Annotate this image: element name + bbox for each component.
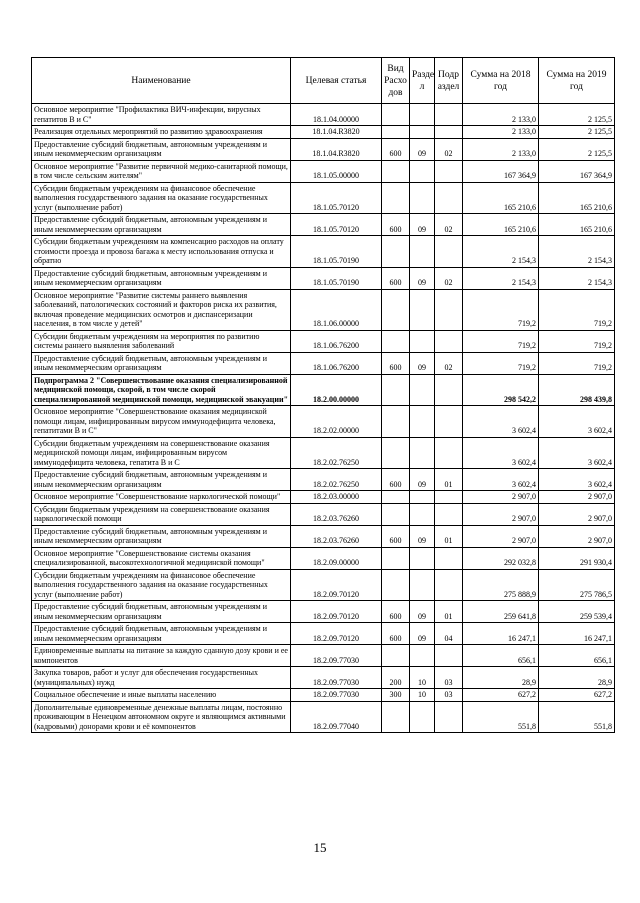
- row-sum-2018: 165 210,6: [463, 214, 539, 236]
- row-section: 09: [410, 601, 435, 623]
- row-name: Основное мероприятие "Развитие первичной медико-санитарной помощи, в том числе сельским жителям": [32, 160, 291, 182]
- header-section: Разде л: [410, 58, 435, 104]
- row-section: [410, 503, 435, 525]
- row-name: Единовременные выплаты на питание за каждую сданную дозу крови и ее компонентов: [32, 645, 291, 667]
- row-section: 09: [410, 267, 435, 289]
- table-row: [32, 330, 615, 352]
- row-section: 09: [410, 352, 435, 374]
- row-sum-2019: 2 125,5: [539, 126, 615, 139]
- row-sum-2019: 551,8: [539, 701, 615, 733]
- row-sum-2018: 298 542,2: [463, 374, 539, 406]
- row-expense-type: [382, 374, 410, 406]
- row-subsection: 03: [435, 689, 463, 702]
- table-row: [32, 667, 615, 689]
- table-row: [32, 701, 615, 733]
- row-code: 18.1.05.70190: [291, 236, 382, 268]
- row-sum-2018: 656,1: [463, 645, 539, 667]
- row-expense-type: [382, 437, 410, 469]
- table-row: [32, 437, 615, 469]
- row-sum-2018: 28,9: [463, 667, 539, 689]
- table-row: [32, 525, 615, 547]
- row-subsection: [435, 491, 463, 504]
- row-expense-type: 600: [382, 267, 410, 289]
- row-expense-type: 600: [382, 525, 410, 547]
- row-section: [410, 547, 435, 569]
- table-row: [32, 374, 615, 406]
- row-code: 18.2.03.00000: [291, 491, 382, 504]
- row-section: [410, 491, 435, 504]
- row-code: 18.2.09.70120: [291, 569, 382, 601]
- row-sum-2018: 259 641,8: [463, 601, 539, 623]
- row-sum-2019: 298 439,8: [539, 374, 615, 406]
- row-expense-type: 600: [382, 623, 410, 645]
- table-row: [32, 645, 615, 667]
- table-row: [32, 547, 615, 569]
- row-sum-2019: 2 154,3: [539, 236, 615, 268]
- row-section: [410, 701, 435, 733]
- row-code: 18.1.06.76200: [291, 330, 382, 352]
- row-code: 18.2.09.70120: [291, 601, 382, 623]
- row-section: [410, 126, 435, 139]
- row-sum-2018: 719,2: [463, 352, 539, 374]
- row-section: [410, 374, 435, 406]
- row-name: Предоставление субсидий бюджетным, автономным учреждениям и иным некоммерческим организациям: [32, 469, 291, 491]
- header-row: [32, 58, 615, 104]
- row-name: Предоставление субсидий бюджетным, автономным учреждениям и иным некоммерческим организациям: [32, 601, 291, 623]
- row-sum-2018: 2 154,3: [463, 267, 539, 289]
- row-sum-2019: 275 786,5: [539, 569, 615, 601]
- row-name: Предоставление субсидий бюджетным, автономным учреждениям и иным некоммерческим организациям: [32, 352, 291, 374]
- header-name: Наименование: [32, 58, 291, 104]
- row-sum-2018: 16 247,1: [463, 623, 539, 645]
- row-name: Предоставление субсидий бюджетным, автономным учреждениям и иным некоммерческим организациям: [32, 623, 291, 645]
- row-subsection: [435, 503, 463, 525]
- row-subsection: 01: [435, 469, 463, 491]
- row-sum-2018: 719,2: [463, 330, 539, 352]
- row-code: 18.1.05.70190: [291, 267, 382, 289]
- row-name: Субсидии бюджетным учреждениям на компенсацию расходов на оплату стоимости проезда и провоза багажа к месту использования отпуска и обратно: [32, 236, 291, 268]
- row-expense-type: 200: [382, 667, 410, 689]
- row-section: [410, 645, 435, 667]
- row-code: 18.2.00.00000: [291, 374, 382, 406]
- row-sum-2018: 275 888,9: [463, 569, 539, 601]
- row-sum-2018: 167 364,9: [463, 160, 539, 182]
- row-expense-type: [382, 569, 410, 601]
- row-name: Основное мероприятие "Профилактика ВИЧ-инфекции, вирусных гепатитов В и С": [32, 104, 291, 126]
- row-section: [410, 289, 435, 330]
- row-subsection: 04: [435, 623, 463, 645]
- row-code: 18.2.03.76260: [291, 525, 382, 547]
- row-sum-2019: 2 125,5: [539, 104, 615, 126]
- row-expense-type: [382, 160, 410, 182]
- row-code: 18.1.05.00000: [291, 160, 382, 182]
- row-code: 18.1.04.R3820: [291, 138, 382, 160]
- row-section: [410, 104, 435, 126]
- row-name: Предоставление субсидий бюджетным, автономным учреждениям и иным некоммерческим организациям: [32, 214, 291, 236]
- row-name: Предоставление субсидий бюджетным, автономным учреждениям и иным некоммерческим организациям: [32, 138, 291, 160]
- header-subsection: Подр аздел: [435, 58, 463, 104]
- row-name: Субсидии бюджетным учреждениям на финансовое обеспечение выполнения государственного задания на оказание государственных услуг (выполнение работ): [32, 569, 291, 601]
- row-name: Закупка товаров, работ и услуг для обеспечения государственных (муниципальных) нужд: [32, 667, 291, 689]
- row-name: Предоставление субсидий бюджетным, автономным учреждениям и иным некоммерческим организациям: [32, 525, 291, 547]
- row-expense-type: [382, 236, 410, 268]
- row-subsection: 02: [435, 214, 463, 236]
- table-row: [32, 491, 615, 504]
- row-section: [410, 330, 435, 352]
- row-sum-2018: 2 907,0: [463, 491, 539, 504]
- table-row: [32, 469, 615, 491]
- row-subsection: 02: [435, 138, 463, 160]
- row-sum-2018: 292 032,8: [463, 547, 539, 569]
- row-subsection: 01: [435, 601, 463, 623]
- row-name: Основное мероприятие "Совершенствование оказания медицинской помощи лицам, инфицированным вирусом иммунодефицита человека, гепатитами В и С": [32, 406, 291, 438]
- table-row: [32, 689, 615, 702]
- row-subsection: [435, 104, 463, 126]
- row-code: 18.2.09.77040: [291, 701, 382, 733]
- row-name: Предоставление субсидий бюджетным, автономным учреждениям и иным некоммерческим организациям: [32, 267, 291, 289]
- row-name: Субсидии бюджетным учреждениям на совершенствование оказания медицинской помощи лицам, инфицированным вирусом иммунодефицита человека, гепатита В и С: [32, 437, 291, 469]
- row-subsection: 02: [435, 352, 463, 374]
- row-sum-2019: 167 364,9: [539, 160, 615, 182]
- table-row: [32, 623, 615, 645]
- row-sum-2019: 2 907,0: [539, 525, 615, 547]
- row-name: Основное мероприятие "Развитие системы раннего выявления заболеваний, патологических состояний и факторов риска их развития, включая проведение медицинских осмотров и диспансеризации населения, в том числе у детей": [32, 289, 291, 330]
- row-code: 18.2.09.70120: [291, 623, 382, 645]
- row-sum-2019: 2 154,3: [539, 267, 615, 289]
- row-sum-2019: 291 930,4: [539, 547, 615, 569]
- row-subsection: [435, 701, 463, 733]
- table-row: [32, 352, 615, 374]
- table-row: [32, 406, 615, 438]
- row-sum-2019: 3 602,4: [539, 406, 615, 438]
- row-name: Основное мероприятие "Совершенствование наркологической помощи": [32, 491, 291, 504]
- row-sum-2019: 719,2: [539, 289, 615, 330]
- table-row: [32, 236, 615, 268]
- table-row: [32, 160, 615, 182]
- row-sum-2019: 2 907,0: [539, 491, 615, 504]
- row-expense-type: [382, 289, 410, 330]
- row-sum-2018: 2 133,0: [463, 104, 539, 126]
- row-sum-2019: 16 247,1: [539, 623, 615, 645]
- row-section: 09: [410, 138, 435, 160]
- row-subsection: [435, 374, 463, 406]
- row-section: [410, 406, 435, 438]
- row-sum-2019: 2 907,0: [539, 503, 615, 525]
- row-name: Субсидии бюджетным учреждениям на финансовое обеспечение выполнения государственного задания на оказание государственных услуг (выполнение работ): [32, 182, 291, 214]
- table-row: [32, 138, 615, 160]
- row-sum-2018: 2 907,0: [463, 503, 539, 525]
- row-code: 18.1.05.70120: [291, 182, 382, 214]
- row-code: 18.2.09.77030: [291, 667, 382, 689]
- table-row: [32, 126, 615, 139]
- row-expense-type: [382, 330, 410, 352]
- row-sum-2018: 551,8: [463, 701, 539, 733]
- table-row: [32, 104, 615, 126]
- row-expense-type: [382, 126, 410, 139]
- row-subsection: [435, 406, 463, 438]
- row-expense-type: [382, 645, 410, 667]
- header-type: Вид Расхо дов: [382, 58, 410, 104]
- table-row: [32, 214, 615, 236]
- row-code: 18.2.09.77030: [291, 689, 382, 702]
- row-section: [410, 569, 435, 601]
- row-sum-2019: 2 125,5: [539, 138, 615, 160]
- row-subsection: [435, 645, 463, 667]
- row-code: 18.2.03.76260: [291, 503, 382, 525]
- table-row: [32, 503, 615, 525]
- row-name: Дополнительные единовременные денежные выплаты лицам, постоянно проживающим в Ненецком автономном округе и являющимся активными (кадровыми) донорами крови и её компонентов: [32, 701, 291, 733]
- table-row: [32, 182, 615, 214]
- row-code: 18.2.02.76250: [291, 437, 382, 469]
- row-expense-type: [382, 406, 410, 438]
- row-expense-type: 300: [382, 689, 410, 702]
- row-sum-2018: 2 907,0: [463, 525, 539, 547]
- row-section: 10: [410, 667, 435, 689]
- row-subsection: [435, 330, 463, 352]
- row-section: 09: [410, 623, 435, 645]
- row-subsection: [435, 547, 463, 569]
- row-subsection: [435, 289, 463, 330]
- row-name: Социальное обеспечение и иные выплаты населению: [32, 689, 291, 702]
- row-section: 09: [410, 469, 435, 491]
- header-code: Целевая статья: [291, 58, 382, 104]
- row-subsection: 01: [435, 525, 463, 547]
- table-row: [32, 267, 615, 289]
- row-sum-2018: 3 602,4: [463, 437, 539, 469]
- row-expense-type: 600: [382, 214, 410, 236]
- row-code: 18.2.02.00000: [291, 406, 382, 438]
- row-subsection: 02: [435, 267, 463, 289]
- row-section: [410, 437, 435, 469]
- row-name: Реализация отдельных мероприятий по развитию здравоохранения: [32, 126, 291, 139]
- row-code: 18.2.09.77030: [291, 645, 382, 667]
- row-code: 18.1.06.00000: [291, 289, 382, 330]
- table-row: [32, 569, 615, 601]
- row-sum-2019: 259 539,4: [539, 601, 615, 623]
- row-section: [410, 160, 435, 182]
- row-section: 09: [410, 214, 435, 236]
- row-sum-2019: 165 210,6: [539, 182, 615, 214]
- row-subsection: [435, 236, 463, 268]
- row-expense-type: 600: [382, 138, 410, 160]
- row-name: Основное мероприятие "Совершенствование системы оказания специализированной, высокотехнологичной медицинской помощи": [32, 547, 291, 569]
- row-expense-type: [382, 503, 410, 525]
- row-sum-2018: 2 154,3: [463, 236, 539, 268]
- row-sum-2018: 627,2: [463, 689, 539, 702]
- row-subsection: [435, 182, 463, 214]
- row-code: 18.2.02.76250: [291, 469, 382, 491]
- row-name: Субсидии бюджетным учреждениям на мероприятия по развитию системы раннего выявления заболеваний: [32, 330, 291, 352]
- row-expense-type: 600: [382, 601, 410, 623]
- row-sum-2019: 719,2: [539, 352, 615, 374]
- page-number: 15: [313, 840, 327, 855]
- row-code: 18.1.04.R3820: [291, 126, 382, 139]
- row-expense-type: [382, 701, 410, 733]
- row-section: 09: [410, 525, 435, 547]
- row-sum-2019: 719,2: [539, 330, 615, 352]
- row-sum-2018: 165 210,6: [463, 182, 539, 214]
- row-expense-type: [382, 547, 410, 569]
- row-expense-type: 600: [382, 469, 410, 491]
- row-subsection: [435, 160, 463, 182]
- row-sum-2018: 2 133,0: [463, 126, 539, 139]
- row-subsection: [435, 569, 463, 601]
- row-expense-type: 600: [382, 352, 410, 374]
- header-sum-2018: Сумма на 2018 год: [463, 58, 539, 104]
- row-sum-2019: 656,1: [539, 645, 615, 667]
- row-subsection: 03: [435, 667, 463, 689]
- row-sum-2018: 2 133,0: [463, 138, 539, 160]
- row-code: 18.2.09.00000: [291, 547, 382, 569]
- row-code: 18.1.06.76200: [291, 352, 382, 374]
- row-sum-2019: 28,9: [539, 667, 615, 689]
- row-section: [410, 182, 435, 214]
- row-subsection: [435, 126, 463, 139]
- header-sum-2019: Сумма на 2019 год: [539, 58, 615, 104]
- row-name: Подпрограмма 2 "Совершенствование оказания специализированной медицинской помощи, скорой, в том числе скорой специализированной медицинской помощи, медицинской эвакуации": [32, 374, 291, 406]
- row-sum-2018: 3 602,4: [463, 469, 539, 491]
- row-expense-type: [382, 104, 410, 126]
- row-sum-2018: 719,2: [463, 289, 539, 330]
- row-sum-2019: 165 210,6: [539, 214, 615, 236]
- table-row: [32, 601, 615, 623]
- row-subsection: [435, 437, 463, 469]
- budget-table: [31, 57, 615, 733]
- row-sum-2019: 3 602,4: [539, 437, 615, 469]
- row-section: [410, 236, 435, 268]
- row-code: 18.1.04.00000: [291, 104, 382, 126]
- row-expense-type: [382, 491, 410, 504]
- row-expense-type: [382, 182, 410, 214]
- row-sum-2018: 3 602,4: [463, 406, 539, 438]
- row-section: 10: [410, 689, 435, 702]
- row-name: Субсидии бюджетным учреждениям на совершенствование оказания наркологической помощи: [32, 503, 291, 525]
- row-code: 18.1.05.70120: [291, 214, 382, 236]
- table-row: [32, 289, 615, 330]
- row-sum-2019: 627,2: [539, 689, 615, 702]
- row-sum-2019: 3 602,4: [539, 469, 615, 491]
- table-body: [32, 104, 615, 733]
